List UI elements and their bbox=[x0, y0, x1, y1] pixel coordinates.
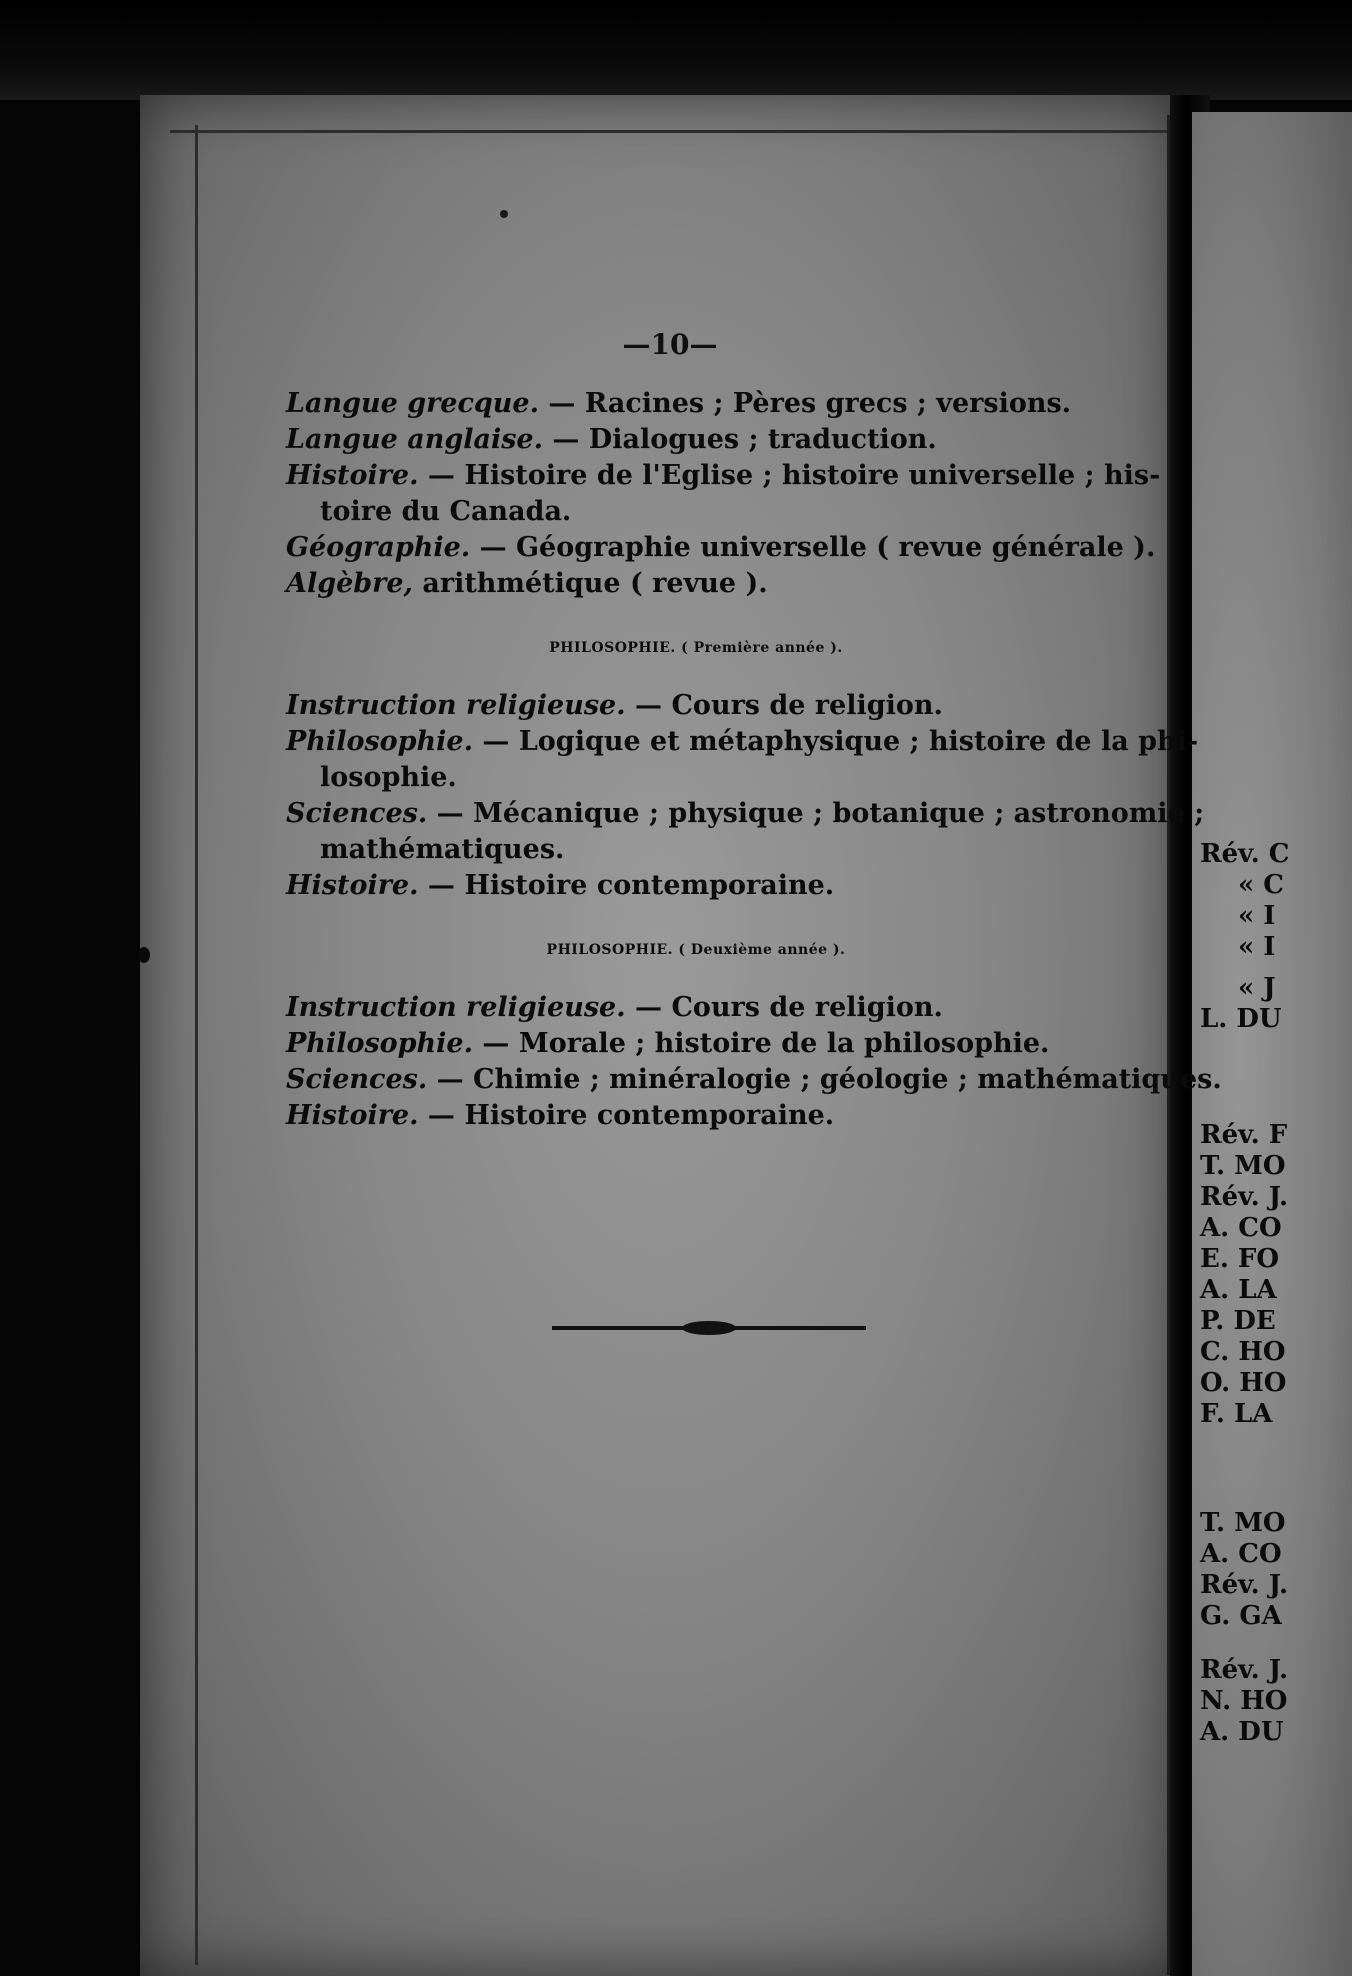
right-page-line: Rév. J. bbox=[1200, 1655, 1289, 1685]
section-heading-philosophy-1: PHILOSOPHIE. ( Première année ). bbox=[549, 640, 843, 656]
ink-speck bbox=[500, 210, 508, 218]
subject-text: arithmétique ( revue ). bbox=[412, 568, 768, 599]
subject-text: — Géographie universelle ( revue générale ). bbox=[470, 532, 1156, 563]
subject-label: Langue anglaise. bbox=[286, 424, 543, 455]
page-number: —10— bbox=[622, 328, 718, 361]
text-line bbox=[286, 422, 1106, 458]
section-philosophy-2 bbox=[286, 990, 1222, 1134]
right-page-line: T. MO bbox=[1200, 1508, 1286, 1538]
text-line bbox=[286, 1098, 1106, 1134]
right-page-group-3 bbox=[1200, 1508, 1352, 1632]
text-line bbox=[286, 1026, 1106, 1062]
right-page-line: Rév. C bbox=[1200, 839, 1290, 869]
subject-label: Sciences. bbox=[286, 1064, 428, 1095]
text-line bbox=[286, 458, 1161, 494]
right-page-line: « J bbox=[1238, 973, 1276, 1003]
right-page-line: L. DU bbox=[1200, 1004, 1282, 1034]
text-line bbox=[286, 724, 1199, 760]
subject-text: — Morale ; histoire de la philosophie. bbox=[473, 1028, 1050, 1059]
right-page-line: P. DE bbox=[1200, 1306, 1276, 1336]
right-page-line: C. HO bbox=[1200, 1337, 1286, 1367]
text-line bbox=[286, 386, 1106, 422]
text-line bbox=[286, 530, 1156, 566]
text-line bbox=[286, 688, 1106, 724]
subject-label: Instruction religieuse. bbox=[286, 690, 626, 721]
subject-text: — Dialogues ; traduction. bbox=[543, 424, 937, 455]
text-line bbox=[286, 990, 1106, 1026]
subject-text: — Mécanique ; physique ; botanique ; astronomie ; bbox=[427, 798, 1205, 829]
text-line bbox=[286, 1062, 1222, 1098]
right-page-group-4 bbox=[1200, 1655, 1352, 1748]
text-line bbox=[286, 832, 1106, 868]
right-page-line: G. GA bbox=[1200, 1601, 1282, 1631]
text-line bbox=[286, 494, 1106, 530]
section-philosophy-1 bbox=[286, 688, 1205, 904]
right-page-line: A. CO bbox=[1200, 1539, 1282, 1569]
right-page-line: F. LA bbox=[1200, 1399, 1273, 1429]
document-body bbox=[286, 386, 1222, 1134]
right-page-line: A. DU bbox=[1200, 1717, 1284, 1747]
right-page-line: Rév. F bbox=[1200, 1120, 1288, 1150]
subject-label: Histoire. bbox=[286, 460, 419, 491]
subject-text: mathématiques. bbox=[320, 834, 565, 865]
subject-label: Philosophie. bbox=[286, 1028, 474, 1059]
text-line bbox=[286, 760, 1106, 796]
subject-label: Algèbre, bbox=[286, 568, 413, 599]
subject-label: Langue grecque. bbox=[286, 388, 540, 419]
page-border-top bbox=[170, 130, 1170, 133]
subject-label: Instruction religieuse. bbox=[286, 992, 626, 1023]
subject-text: — Histoire de l'Eglise ; histoire universelle ; his- bbox=[418, 460, 1161, 491]
text-line bbox=[286, 796, 1205, 832]
text-line bbox=[286, 868, 1106, 904]
subject-text: — Cours de religion. bbox=[625, 992, 943, 1023]
subject-label: Philosophie. bbox=[286, 726, 474, 757]
right-page-group-2 bbox=[1200, 1120, 1352, 1430]
right-page-line: N. HO bbox=[1200, 1686, 1288, 1716]
subject-text: — Racines ; Pères grecs ; versions. bbox=[539, 388, 1072, 419]
subject-label: Histoire. bbox=[286, 870, 419, 901]
section-heading-philosophy-2: PHILOSOPHIE. ( Deuxième année ). bbox=[546, 942, 846, 958]
subject-label: Géographie. bbox=[286, 532, 471, 563]
subject-text: losophie. bbox=[320, 762, 457, 793]
right-page-line: A. LA bbox=[1200, 1275, 1277, 1305]
right-page-line: « C bbox=[1238, 870, 1284, 900]
text-line bbox=[286, 566, 1106, 602]
rule-ornament-icon bbox=[682, 1321, 736, 1335]
subject-text: — Cours de religion. bbox=[625, 690, 943, 721]
right-page-line: Rév. J. bbox=[1200, 1570, 1289, 1600]
right-page-line: « I bbox=[1238, 932, 1276, 962]
right-page-line: T. MO bbox=[1200, 1151, 1286, 1181]
scan-background bbox=[0, 0, 1352, 100]
right-page-line: A. CO bbox=[1200, 1213, 1282, 1243]
right-page-line: O. HO bbox=[1200, 1368, 1287, 1398]
right-page-line: Rév. J. bbox=[1200, 1182, 1289, 1212]
ornamental-rule bbox=[552, 1326, 866, 1330]
subject-text: — Logique et métaphysique ; histoire de la phi- bbox=[473, 726, 1199, 757]
ink-speck bbox=[138, 947, 150, 963]
subject-text: toire du Canada. bbox=[320, 496, 572, 527]
subject-text: — Histoire contemporaine. bbox=[418, 870, 835, 901]
right-page-group-1 bbox=[1200, 839, 1352, 1035]
right-page-line: E. FO bbox=[1200, 1244, 1280, 1274]
right-page bbox=[1192, 112, 1352, 1976]
subject-label: Sciences. bbox=[286, 798, 428, 829]
subject-label: Histoire. bbox=[286, 1100, 419, 1131]
subject-text: — Chimie ; minéralogie ; géologie ; mathématiques. bbox=[427, 1064, 1222, 1095]
section-rhetoric bbox=[286, 386, 1161, 602]
subject-text: — Histoire contemporaine. bbox=[418, 1100, 835, 1131]
right-page-line: « I bbox=[1238, 901, 1276, 931]
page-border-left bbox=[195, 125, 198, 1965]
